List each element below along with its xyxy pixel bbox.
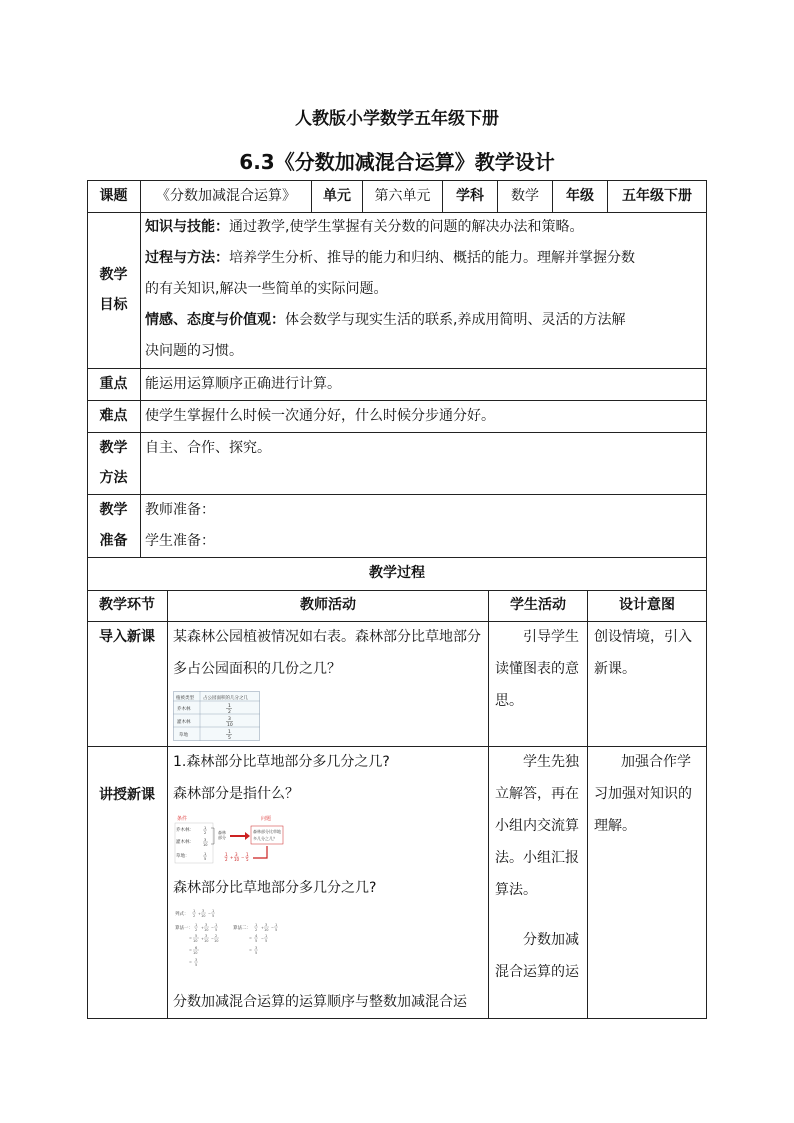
svg-text:5: 5: [255, 951, 258, 955]
topic-label: 课题: [99, 188, 128, 204]
calculation-methods-diagram: [173, 907, 291, 975]
svg-text:10: 10: [234, 857, 240, 862]
svg-text:10: 10: [203, 843, 208, 847]
svg-text:1: 1: [246, 852, 249, 857]
part-label: 部分: [218, 835, 226, 840]
svg-text:1: 1: [204, 826, 207, 830]
svg-text:1: 1: [225, 852, 228, 857]
objective-emotion-body: 体会数学与现实生活的联系,养成用简明、灵活的方法解: [285, 312, 626, 328]
method-one-label: 算法一：: [175, 926, 193, 931]
lecture-student-line-2: 立解答，再在: [495, 786, 579, 802]
lecture-student-line-3: 小组内交流算: [495, 818, 579, 834]
svg-text:5: 5: [275, 928, 278, 932]
key-point-label: 重点: [99, 376, 128, 392]
difficulty-value: 使学生掌握什么时候一次通分好，什么时候分步通分好。: [145, 408, 495, 424]
vegetation-mini-table: [173, 691, 260, 741]
cond-row-3: 草地：: [176, 854, 190, 859]
grade-value: 五年级下册: [622, 188, 692, 204]
svg-text:1: 1: [255, 923, 258, 927]
process-title: 教学过程: [369, 565, 425, 581]
mini-row-den: 5: [228, 736, 231, 741]
intro-intent-line-1: 创设情境，引入: [594, 629, 692, 645]
svg-text:=: =: [189, 936, 192, 940]
svg-text:+: +: [230, 855, 234, 860]
cond-row-2: 灌木林：: [176, 840, 194, 845]
mini-row-num: 3: [228, 717, 231, 722]
preparation-label-2: 准备: [99, 533, 128, 549]
mini-row-name: 草地: [179, 733, 188, 738]
formula-label: 列式：: [175, 912, 189, 917]
svg-text:+: +: [201, 926, 204, 930]
lecture-student-line-5: 算法。: [495, 882, 537, 898]
svg-text:3: 3: [235, 852, 238, 857]
svg-text:5: 5: [246, 857, 249, 862]
lecture-stage: 讲授新课: [99, 787, 155, 803]
document-subtitle: 6.3《分数加减混合运算》教学设计: [239, 150, 555, 174]
svg-text:4: 4: [255, 934, 258, 938]
svg-text:−: −: [271, 926, 274, 930]
lecture-teacher-line-1: 1.森林部分比草地部分多几分之几?: [173, 754, 390, 770]
svg-text:1: 1: [265, 934, 268, 938]
svg-text:=: =: [249, 936, 252, 940]
svg-text:5: 5: [212, 914, 215, 918]
svg-text:2: 2: [193, 914, 196, 918]
svg-text:1: 1: [193, 909, 196, 913]
svg-text:2: 2: [225, 857, 228, 862]
method-two-label: 算法二：: [233, 926, 251, 931]
col-intent-header: 设计意图: [619, 597, 675, 613]
svg-text:10: 10: [204, 928, 209, 932]
mini-row-name: 灌木林: [177, 720, 191, 725]
method-value: 自主、合作、探究。: [145, 440, 271, 456]
preparation-label-1: 教学: [99, 502, 128, 518]
svg-text:=: =: [189, 948, 192, 952]
lecture-intent-line-3: 理解。: [594, 818, 636, 834]
lecture-student-line-7: 混合运算的运: [495, 964, 579, 980]
lecture-teacher-line-4: 分数加减混合运算的运算顺序与整数加减混合运: [173, 994, 467, 1010]
objective-knowledge: [145, 212, 701, 243]
lecture-intent-line-2: 习加强对知识的: [594, 786, 692, 802]
objective-process-head: 过程与方法：: [145, 250, 229, 266]
svg-text:−: −: [261, 937, 264, 941]
subject-label: 学科: [456, 188, 484, 204]
mini-row-num: 1: [228, 730, 231, 735]
difficulty-label: 难点: [99, 408, 128, 424]
unit-value: 第六单元: [374, 188, 431, 204]
svg-text:1: 1: [195, 923, 198, 927]
svg-text:10: 10: [193, 951, 198, 955]
mini-header-share: 占公园面积的几分之几: [203, 696, 248, 701]
svg-text:10: 10: [201, 914, 206, 918]
intro-student-line-3: 思。: [495, 693, 523, 709]
grade-label: 年级: [566, 188, 594, 204]
key-point-value: 能运用运算顺序正确进行计算。: [145, 376, 341, 392]
svg-text:10: 10: [193, 939, 198, 943]
teacher-preparation: 教师准备：: [145, 502, 215, 518]
svg-text:6: 6: [195, 946, 198, 950]
svg-text:3: 3: [265, 923, 268, 927]
question-label: 问题: [261, 816, 272, 822]
col-teacher-header: 教师活动: [300, 597, 356, 613]
intro-student-line-2: 读懂图表的意: [495, 661, 579, 677]
document-title: 人教版小学数学五年级下册: [295, 109, 499, 129]
objective-emotion-head: 情感、态度与价值观：: [145, 312, 285, 328]
lecture-student-line-4: 法。小组汇报: [495, 850, 579, 866]
objective-process-cont: 的有关知识,解决一些简单的实际问题。: [145, 281, 388, 297]
objective-emotion-cont: 决问题的习惯。: [145, 343, 243, 359]
svg-text:10: 10: [214, 939, 219, 943]
cond-label: 条件: [177, 816, 188, 822]
svg-text:10: 10: [204, 939, 209, 943]
forest-label: 森林: [218, 830, 226, 835]
intro-teacher-line-1: 某森林公园植被情况如右表。森林部分比草地部分: [173, 629, 481, 645]
intro-student-line-1: 引导学生: [523, 629, 579, 645]
svg-text:5: 5: [195, 963, 198, 967]
mini-row-num: 1: [228, 704, 231, 709]
svg-text:−: −: [211, 926, 214, 930]
svg-text:5: 5: [255, 939, 258, 943]
lesson-plan-table: [87, 180, 707, 1019]
svg-text:3: 3: [202, 909, 205, 913]
intro-stage: 导入新课: [99, 629, 155, 645]
lecture-student-line-1: 学生先独: [523, 754, 579, 770]
question-box-line-1: 森林部分比草地: [253, 829, 281, 834]
svg-text:=: =: [249, 948, 252, 952]
lecture-teacher-line-2: 森林部分是指什么？: [173, 786, 299, 802]
subject-value: 数学: [511, 188, 539, 204]
mini-header-type: 植被类型: [176, 696, 194, 701]
objective-process: [145, 243, 701, 274]
mini-row-name: 乔木林: [177, 707, 191, 712]
svg-text:1: 1: [212, 909, 215, 913]
svg-text:5: 5: [265, 939, 268, 943]
svg-text:3: 3: [204, 838, 207, 842]
lecture-student-line-6: 分数加减: [523, 932, 579, 948]
svg-text:2: 2: [204, 831, 207, 835]
objective-knowledge-body: 通过教学,使学生掌握有关分数的问题的解决办法和策略。: [229, 219, 584, 235]
svg-text:5: 5: [204, 857, 207, 861]
objective-emotion: [145, 305, 701, 336]
cond-row-1: 乔木林：: [176, 828, 194, 833]
svg-text:3: 3: [255, 946, 258, 950]
unit-label: 单元: [323, 188, 351, 204]
intro-teacher-line-2: 多占公园面积的几份之几？: [173, 661, 341, 677]
svg-text:−: −: [241, 855, 245, 860]
svg-text:5: 5: [195, 934, 198, 938]
svg-text:3: 3: [195, 958, 198, 962]
svg-text:5: 5: [215, 928, 218, 932]
svg-text:2: 2: [195, 928, 198, 932]
svg-text:3: 3: [205, 923, 208, 927]
svg-text:+: +: [261, 926, 264, 930]
svg-text:1: 1: [275, 923, 278, 927]
objective-knowledge-head: 知识与技能：: [145, 219, 229, 235]
lecture-intent-line-1: 加强合作学: [621, 754, 691, 770]
svg-text:2: 2: [255, 928, 258, 932]
question-box-line-2: 多几分之几？: [253, 836, 277, 841]
svg-text:=: =: [189, 960, 192, 964]
svg-text:+: +: [198, 912, 201, 916]
method-label-1: 教学: [99, 440, 128, 456]
mini-row-den: 10: [227, 723, 233, 728]
svg-text:1: 1: [215, 923, 218, 927]
svg-text:2: 2: [215, 934, 218, 938]
col-stage-header: 教学环节: [99, 597, 155, 613]
svg-text:10: 10: [264, 928, 269, 932]
mini-row-den: 2: [228, 710, 231, 715]
objectives-label-1: 教学: [99, 267, 128, 283]
svg-text:1: 1: [204, 852, 207, 856]
col-student-header: 学生活动: [510, 597, 566, 613]
lecture-teacher-line-3: 森林部分比草地部分多几分之几?: [173, 880, 377, 896]
svg-text:−: −: [211, 937, 214, 941]
topic-value: 《分数加减混合运算》: [156, 188, 296, 204]
svg-text:3: 3: [205, 934, 208, 938]
svg-text:+: +: [201, 937, 204, 941]
svg-text:−: −: [208, 912, 211, 916]
objectives-label-2: 目标: [99, 297, 128, 313]
objective-process-body: 培养学生分析、推导的能力和归纳、概括的能力。理解并掌握分数: [229, 250, 635, 266]
student-preparation: 学生准备：: [145, 533, 215, 549]
intro-intent-line-2: 新课。: [594, 661, 636, 677]
method-label-2: 方法: [99, 470, 128, 486]
condition-question-diagram: [173, 814, 285, 866]
